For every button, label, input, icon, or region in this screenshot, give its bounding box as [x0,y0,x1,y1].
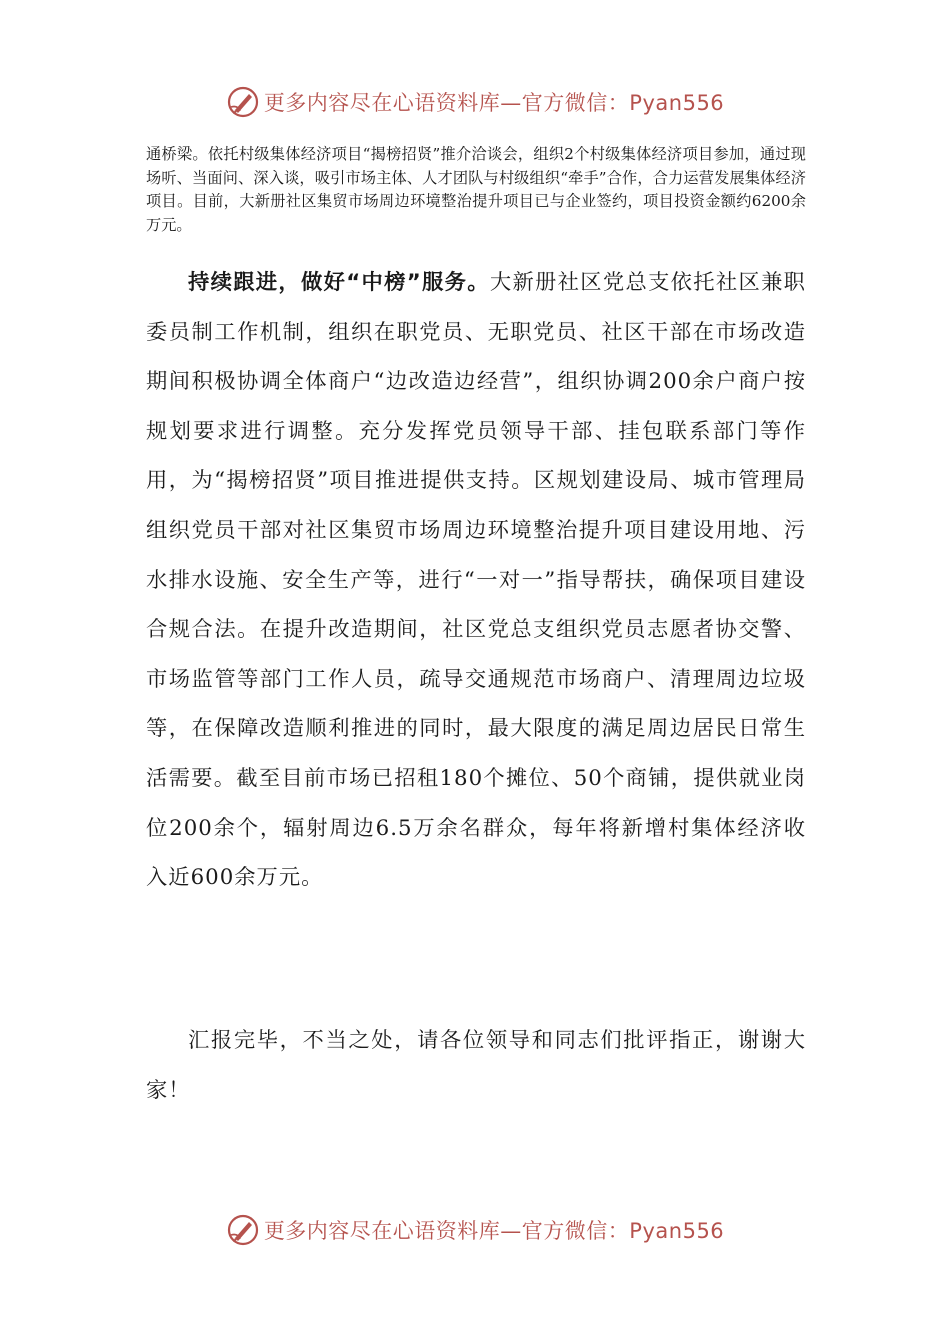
pen-logo-icon [226,1213,260,1247]
watermark-text: 更多内容尽在心语资料库—官方微信：Pyan556 [263,91,725,115]
footer-watermark [0,1210,950,1250]
watermark-text: 更多内容尽在心语资料库—官方微信：Pyan556 [263,1219,725,1243]
closing-paragraph: 汇报完毕，不当之处，请各位领导和同志们批评指正，谢谢大家！ [146,1028,806,1103]
paragraph-lead-heading: 持续跟进，做好“中榜”服务。 [188,270,490,295]
paragraph-follow-up [146,258,806,903]
paragraph-body: 大新册社区党总支依托社区兼职委员制工作机制，组织在职党员、无职党员、社区干部在市场改造期间积极协调全体商户“边改造边经营”，组织协调200余户商户按规划要求进行调整。充分发挥党员领导干部、挂包联系部门等作用，为“揭榜招贤”项目推进提供支持。区规划建设局、城市管理局组织党员干部对社区集贸市场周边环境整治提升项目建设用地、污水排水设施、安全生产等，进行“一对一”指导帮扶，确保项目建设合规合法。在提升改造期间，社区党总支组织党员志愿者协交警、市场监管等部门工作人员，疏导交通规范市场商户、清理周边垃圾等，在保障改造顺利推进的同时，最大限度的满足周边居民日常生活需要。截至目前市场已招租180个摊位、50个商铺，提供就业岗位200余个，辐射周边6.5万余名群众，每年将新增村集体经济收入近600余万元。 [146,270,806,891]
pen-logo-icon [226,85,260,119]
paragraph-continuation: 通桥梁。依托村级集体经济项目“揭榜招贤”推介洽谈会，组织2个村级集体经济项目参加，通过现场听、当面问、深入谈，吸引市场主体、人才团队与村级组织“牵手”合作，合力运营发展集体经济项目。目前，大新册社区集贸市场周边环境整治提升项目已与企业签约，项目投资金额约6200余万元。 [146,145,806,234]
header-watermark [0,82,950,122]
